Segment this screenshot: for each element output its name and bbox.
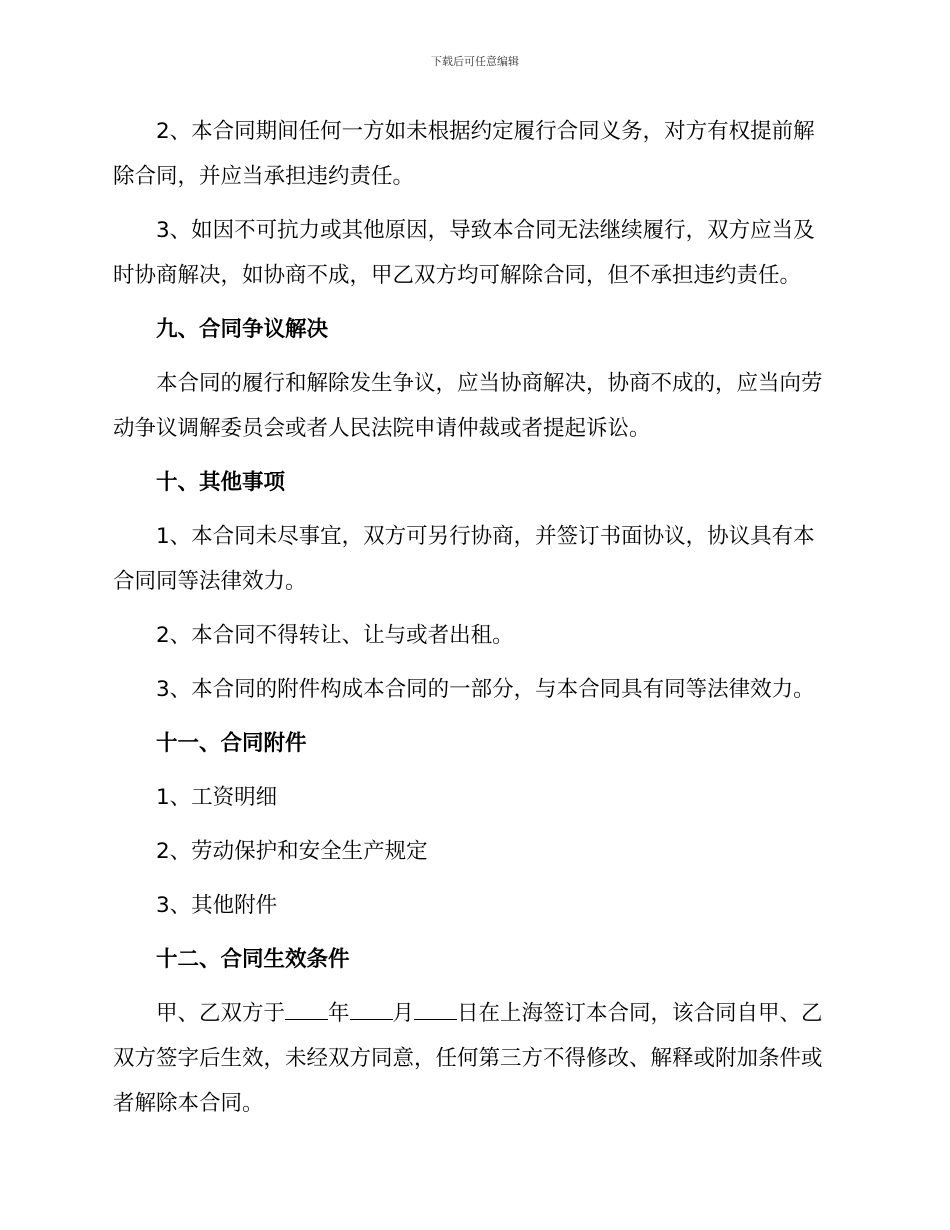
clause-paragraph: 1、本合同未尽事宜，双方可另行协商，并签订书面协议，协议具有本合同同等法律效力。 (113, 524, 815, 594)
clause-paragraph: 本合同的履行和解除发生争议，应当协商解决，协商不成的，应当向劳动争议调解委员会或者人民法院申请仲裁或者提起诉讼。 (113, 371, 823, 441)
effective-clause-part1: 甲、乙双方于 (156, 1001, 286, 1026)
document-body (113, 109, 833, 1135)
list-item: 3、其他附件 (156, 893, 278, 918)
clause-paragraph: 3、如因不可抗力或其他原因，导致本合同无法继续履行，双方应当及时协商解决，如协商不成，甲乙双方均可解除合同，但不承担违约责任。 (113, 218, 815, 288)
clause-paragraph: 2、本合同期间任何一方如未根据约定履行合同义务，对方有权提前解除合同，并应当承担违约责任。 (113, 119, 815, 189)
effective-clause-part4: 日在上海签订本合同，该合同自甲、乙双方签字后生效，未经双方同意，任何第三方不得修改、解释或附加条件或者解除本合同。 (113, 1001, 823, 1116)
page-header: 下载后可任意编辑 (431, 55, 519, 68)
list-item: 2、劳动保护和安全生产规定 (156, 839, 428, 864)
month-label: 月 (392, 1001, 415, 1026)
effective-clause (113, 991, 833, 1126)
section-heading: 十二、合同生效条件 (156, 947, 350, 972)
list-item: 1、工资明细 (156, 785, 278, 810)
year-label: 年 (328, 1001, 350, 1026)
month-blank (350, 999, 393, 1020)
clause-paragraph: 2、本合同不得转让、让与或者出租。 (156, 623, 514, 648)
section-heading: 九、合同争议解决 (156, 317, 329, 342)
section-heading: 十一、合同附件 (156, 731, 307, 756)
section-heading: 十、其他事项 (156, 470, 286, 495)
clause-paragraph: 3、本合同的附件构成本合同的一部分，与本合同具有同等法律效力。 (156, 677, 815, 702)
year-blank (285, 999, 328, 1020)
day-blank (414, 999, 457, 1020)
